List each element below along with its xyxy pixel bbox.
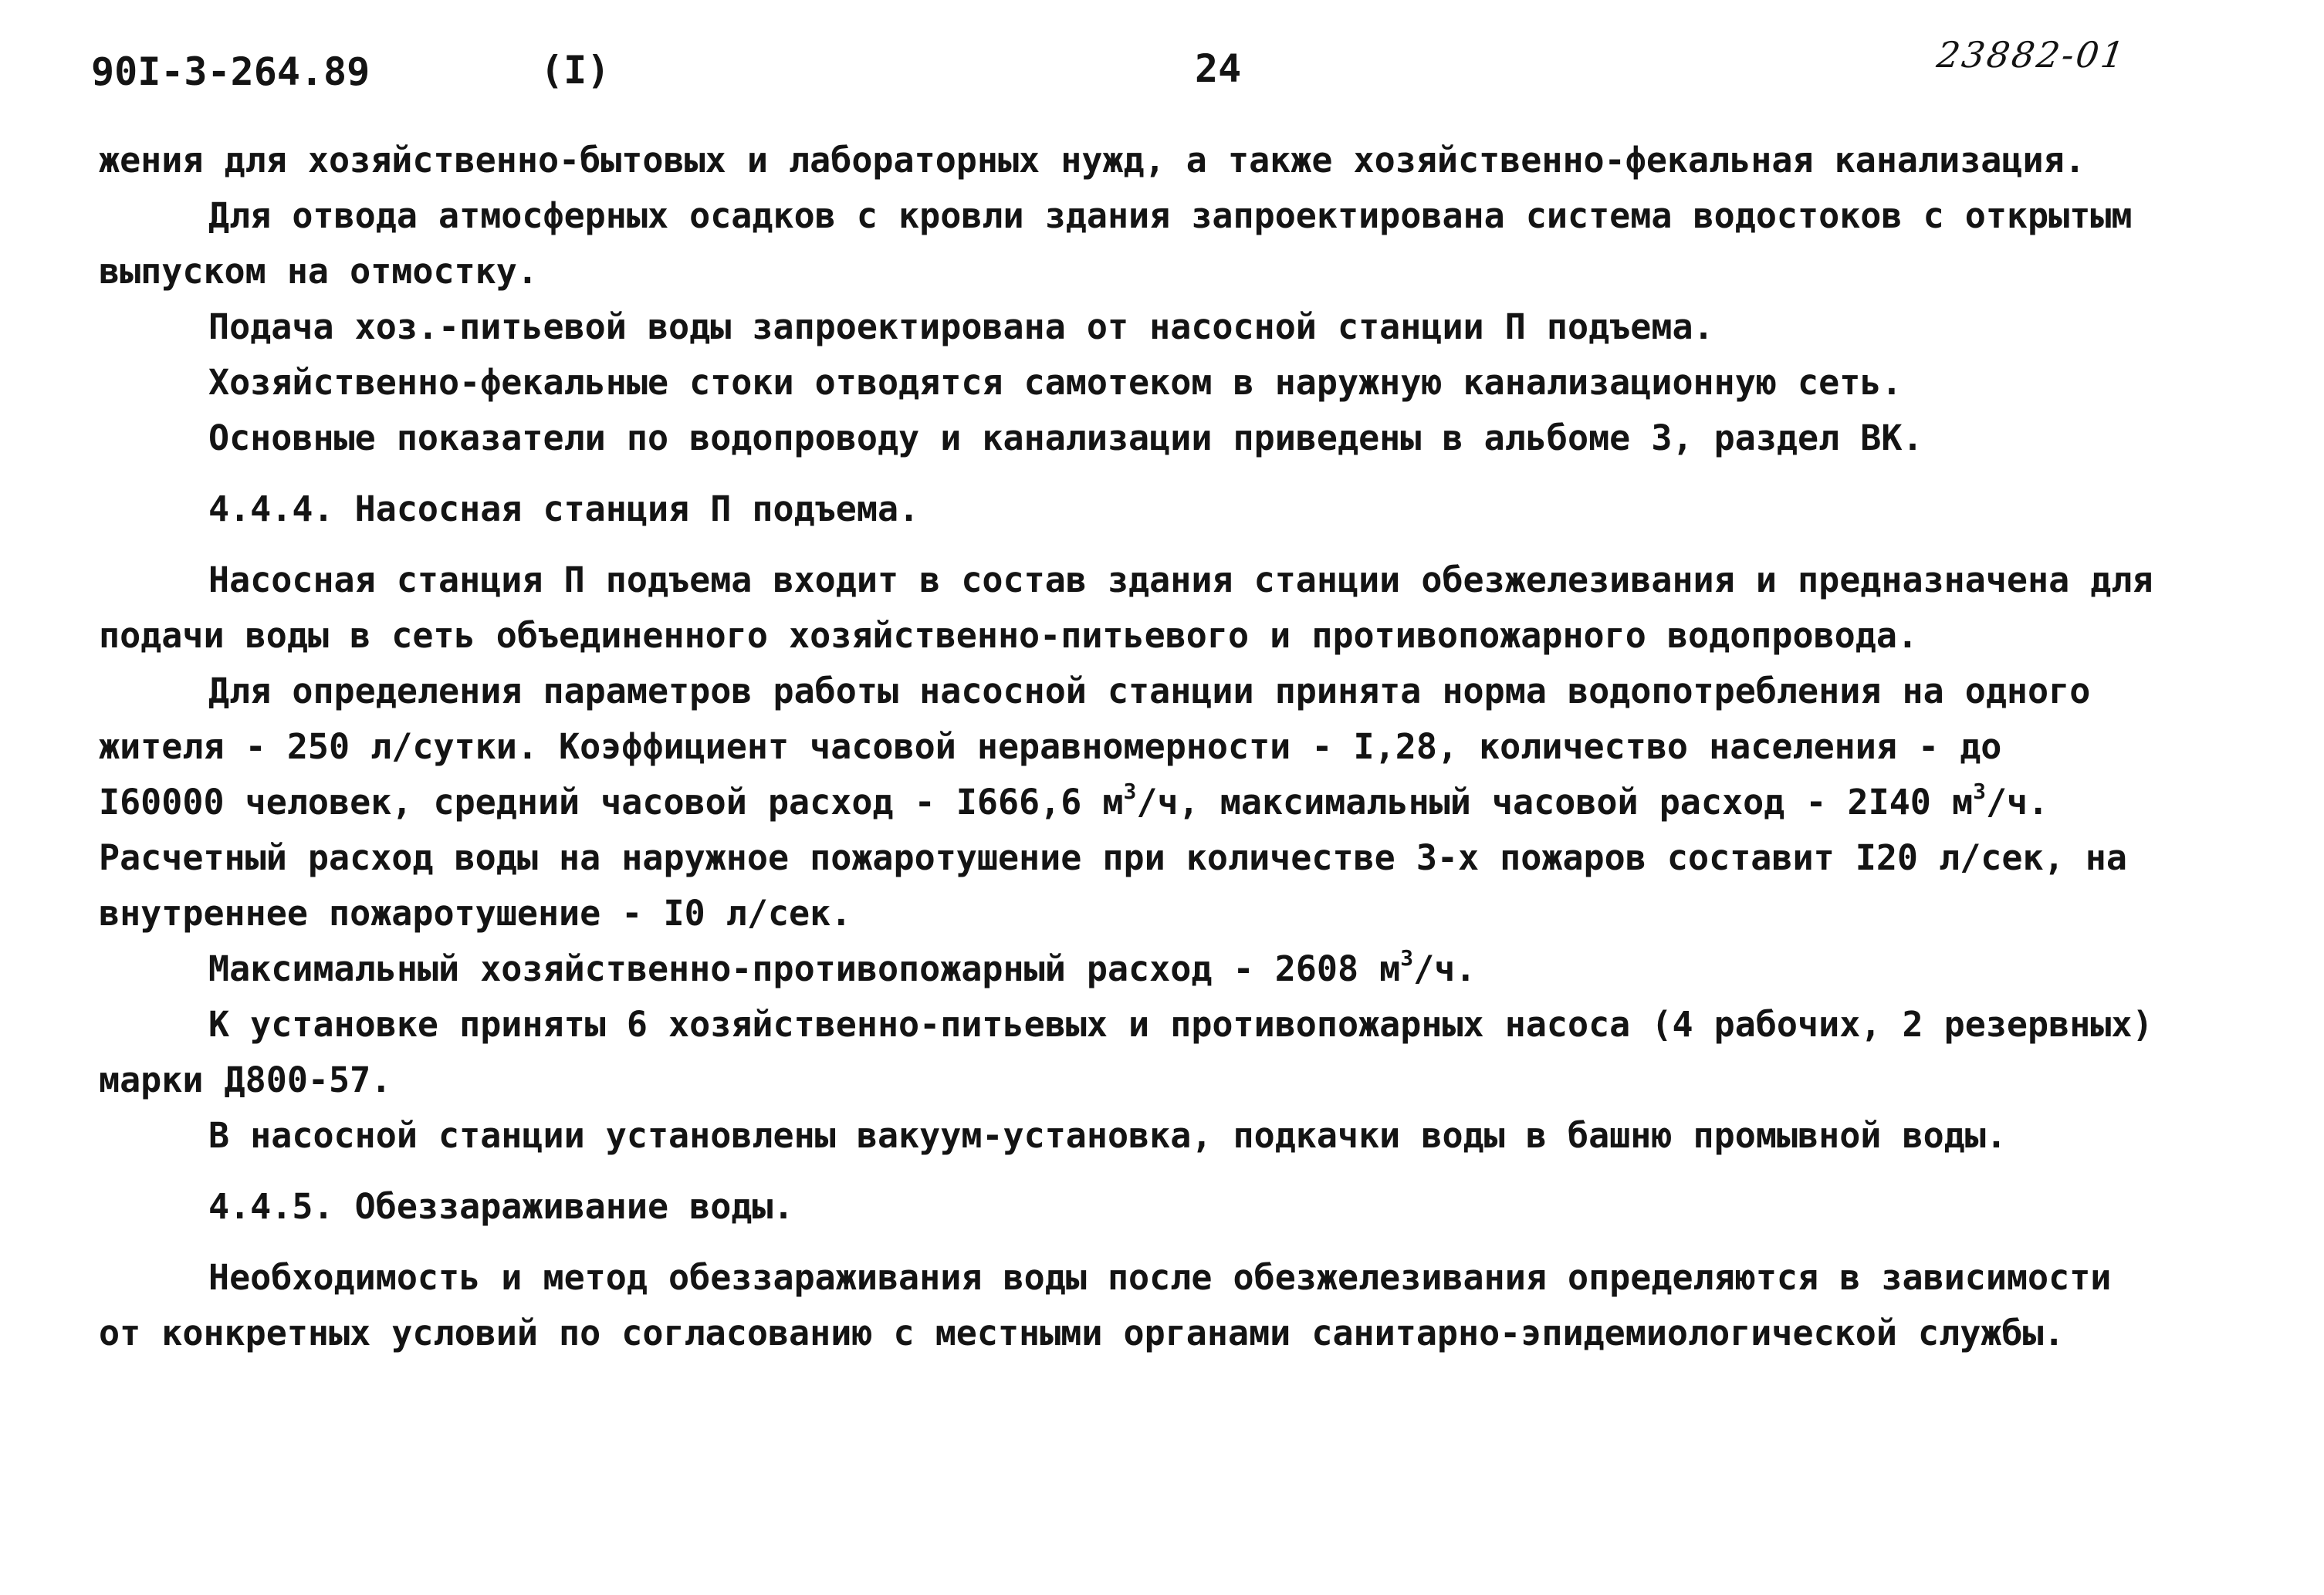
text-line: жителя - 250 л/сутки. Коэффициент часовой неравномерности - I,28, количество населения - до [99,726,2002,767]
section-heading-4-4-5: 4.4.5. Обеззараживание воды. [208,1186,794,1227]
text-line: Подача хоз.-питьевой воды запроектирована от насосной станции П подъема. [208,306,1714,347]
text-fragment: I60000 человек, средний часовой расход - I666,6 м [99,782,1124,823]
text-fragment: /ч. [1985,782,2049,823]
text-fragment: /ч. [1413,948,1477,989]
text-line: Насосная станция П подъема входит в состав здания станции обезжелезивания и предназначена для [208,559,2153,600]
text-line [99,941,2260,997]
text-line: жения для хозяйственно-бытовых и лабораторных нужд, а также хозяйственно-фекальная канализация. [99,140,2086,181]
document-code: 90I-3-264.89 [91,49,370,94]
text-line: К установке приняты 6 хозяйственно-питьевых и противопожарных насоса (4 рабочих, 2 резервных) [208,1004,2153,1045]
text-line: внутреннее пожаротушение - I0 л/сек. [99,893,852,934]
text-line: от конкретных условий по согласованию с местными органами санитарно-эпидемиологической службы. [99,1313,2065,1353]
text-line: марки Д800-57. [99,1059,392,1100]
text-fragment: /ч, максимальный часовой расход - 2I40 м [1136,782,1974,823]
text-line [99,775,2260,830]
document-body [99,133,2260,1361]
inventory-stamp: 23882-01 [1934,34,2129,76]
text-line: В насосной станции установлены вакуум-установка, подкачки воды в башню промывной воды. [208,1115,2007,1156]
superscript-3: 3 [1973,779,1986,804]
text-line: Для отвода атмосферных осадков с кровли здания запроектирована система водостоков с открытым [208,195,2133,236]
superscript-3: 3 [1123,779,1137,804]
text-line: Необходимость и метод обеззараживания воды после обезжелезивания определяются в зависимости [208,1257,2112,1298]
text-line: Для определения параметров работы насосной станции принята норма водопотребления на одного [208,671,2091,711]
text-line: Основные показатели по водопроводу и канализации приведены в альбоме 3, раздел ВК. [208,417,1923,458]
section-heading-4-4-4: 4.4.4. Насосная станция П подъема. [208,488,920,529]
text-fragment: Максимальный хозяйственно-противопожарный расход - 2608 м [208,948,1401,989]
page-number: 24 [1195,46,1242,91]
text-line: Расчетный расход воды на наружное пожаротушение при количестве 3-х пожаров составит I20 л/сек, на [99,837,2127,878]
text-line: подачи воды в сеть объединенного хозяйственно-питьевого и противопожарного водопровода. [99,615,1919,656]
superscript-3: 3 [1400,945,1414,971]
text-line: Хозяйственно-фекальные стоки отводятся самотеком в наружную канализационную сеть. [208,362,1903,403]
text-line: выпуском на отмостку. [99,251,538,292]
document-variant: (I) [540,48,611,93]
